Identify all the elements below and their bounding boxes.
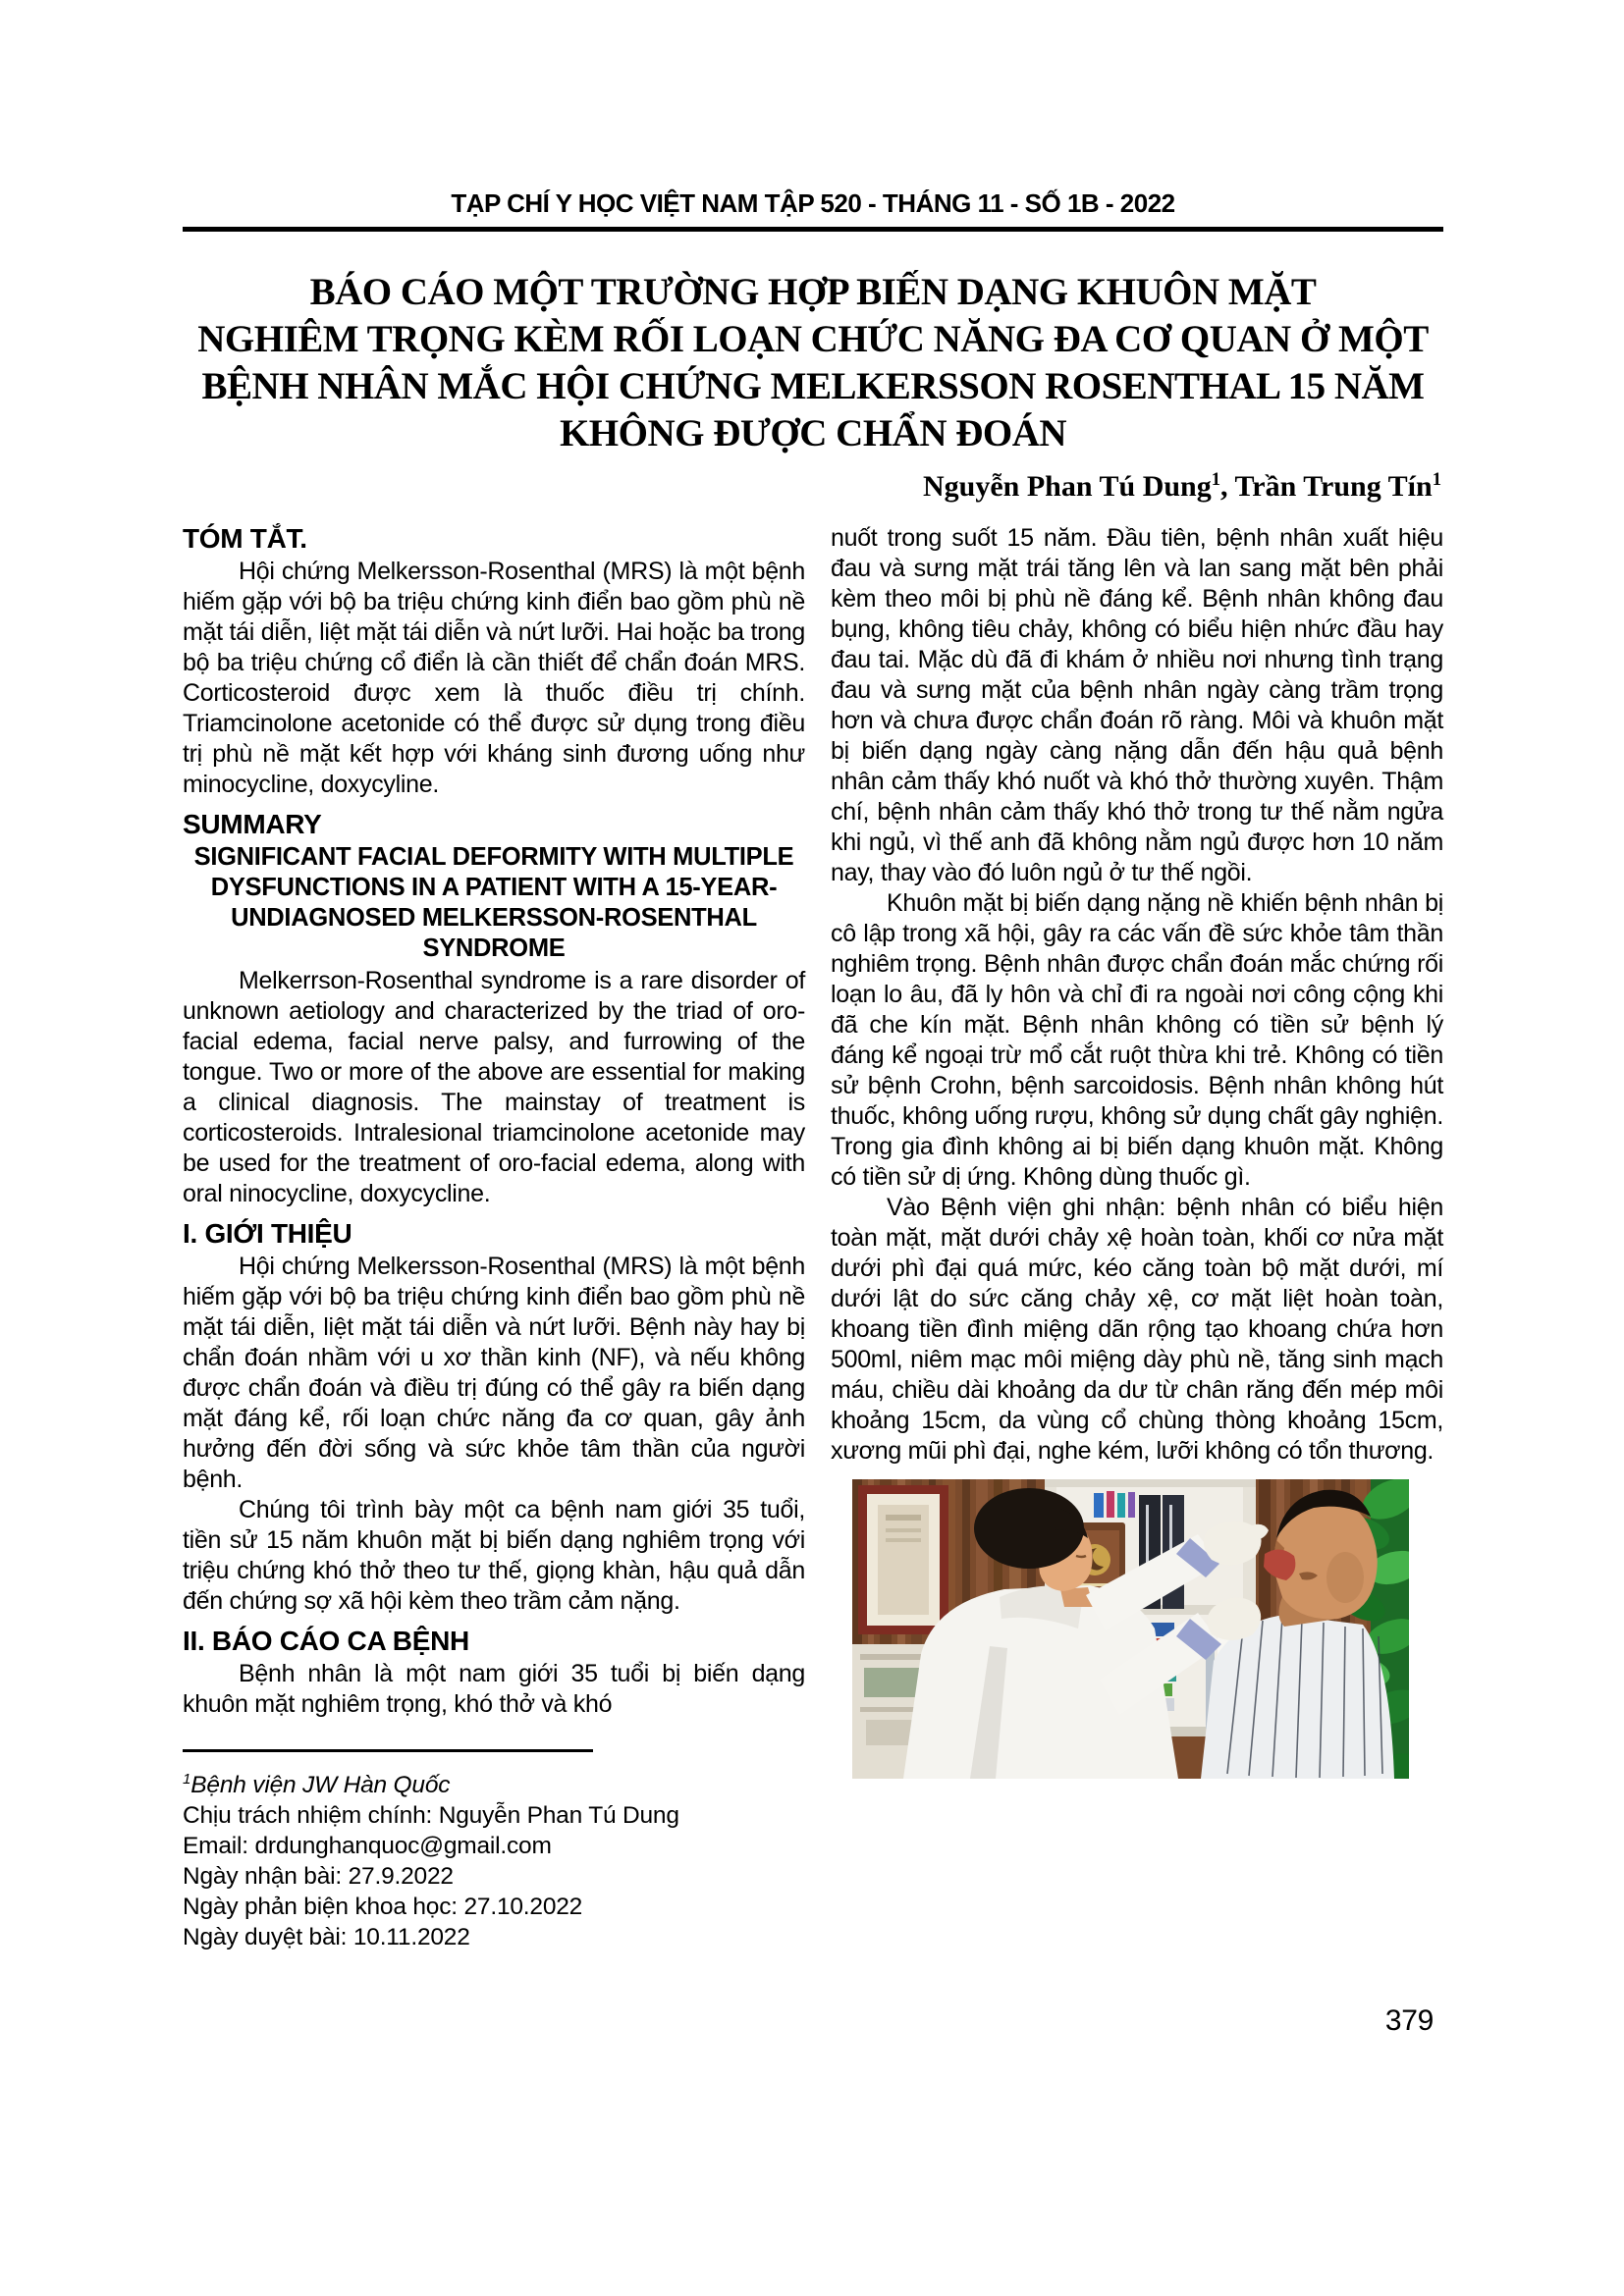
page-content (183, 0, 1443, 1952)
footnote-block (183, 1764, 805, 1952)
summary-subtitle: SIGNIFICANT FACIAL DEFORMITY WITH MULTIPLE DYSFUNCTIONS IN A PATIENT WITH A 15-YEAR-UNDIAGNOSED MELKERSSON-ROSENTHAL SYNDROME (193, 843, 794, 962)
title-line-2: NGHIÊM TRỌNG KÈM RỐI LOẠN CHỨC NĂNG ĐA CƠ QUAN Ở MỘT (197, 318, 1429, 360)
section-heading-summary: SUMMARY (183, 809, 322, 839)
journal-header: TẠP CHÍ Y HỌC VIỆT NAM TẬP 520 - THÁNG 11 - SỐ 1B - 2022 (451, 188, 1175, 218)
section-heading-bao-cao: II. BÁO CÁO CA BỆNH (183, 1626, 469, 1656)
clinical-photo (852, 1479, 1409, 1779)
footnote-reviewed-date: Ngày phản biện khoa học: 27.10.2022 (183, 1894, 583, 1921)
footnote-accepted-date: Ngày duyệt bài: 10.11.2022 (183, 1924, 470, 1951)
case-paragraph-3: Vào Bệnh viện ghi nhận: bệnh nhân có biểu hiện toàn mặt, mặt dưới chảy xệ hoàn toàn, khối cơ nửa mặt dưới phì đại quá mức, kéo căng toàn bộ mặt dưới, mí dưới lật do sức căng chảy xệ, cơ mặt liệt hoàn toàn, khoang tiền đình miệng dãn rộng tạo khoang chứa hơn 500ml, niêm mạc môi miệng dày phù nề, tăng sinh mạch máu, chiều dài khoảng da dư từ chân răng đến mép môi khoảng 15cm, da vùng cổ chùng thòng khoảng 15cm, xương mũi phì đại, nghe kém, lưỡi không có tổn thương. (831, 1194, 1443, 1465)
authors-line (183, 469, 1443, 504)
case-paragraph-2: Khuôn mặt bị biến dạng nặng nề khiến bệnh nhân bị cô lập trong xã hội, gây ra các vấn đề sức khỏe tâm thần nghiêm trọng. Bệnh nhân được chẩn đoán mắc chứng rối loạn lo âu, đã ly hôn và chỉ đi ra ngoài nơi công cộng khi đã che kín mặt. Bệnh nhân không có tiền sử bệnh lý đáng kể ngoại trừ mổ cắt ruột thừa khi trẻ. Không có tiền sử bệnh Crohn, bệnh sarcoidosis. Bệnh nhân không hút thuốc, không uống rượu, không sử dụng chất gây nghiện. Trong gia đình không ai bị biến dạng khuôn mặt. Không có tiền sử dị ứng. Không dùng thuốc gì. (831, 889, 1443, 1191)
title-line-1: BÁO CÁO MỘT TRƯỜNG HỢP BIẾN DẠNG KHUÔN MẶT (309, 271, 1317, 313)
footnote-separator (183, 1749, 593, 1752)
authors-separator: , (1220, 470, 1235, 503)
author-2: Trần Trung Tín (1234, 470, 1433, 503)
affiliation-mark: 1 (183, 1771, 191, 1788)
affiliation-text: Bệnh viện JW Hàn Quốc (190, 1772, 451, 1799)
case-paragraph-1: nuốt trong suốt 15 năm. Đầu tiên, bệnh nhân xuất hiệu đau và sưng mặt trái tăng lên và lan sang mặt bên phải kèm theo môi bị phù nề đáng kể. Bệnh nhân không đau bụng, không tiêu chảy, không có biểu hiện nhức đầu hay đau tai. Mặc dù đã đi khám ở nhiều nơi nhưng tình trạng đau và sưng mặt của bệnh nhân ngày càng trầm trọng hơn và chưa được chẩn đoán rõ ràng. Môi và khuôn mặt bị biến dạng ngày càng nặng dẫn đến hậu quả bệnh nhân cảm thấy khó nuốt và khó thở thường xuyên. Thậm chí, bệnh nhân cảm thấy khó thở trong tư thế nằm ngửa khi ngủ, vì thế anh đã không nằm ngủ được hơn 10 năm nay, thay vào đó luôn ngủ ở tư thế ngồi. (831, 524, 1443, 886)
footnote-received-date: Ngày nhận bài: 27.9.2022 (183, 1863, 454, 1891)
footnote-affiliation (183, 1764, 805, 1800)
gioi-thieu-paragraph-2: Chúng tôi trình bày một ca bệnh nam giới 35 tuổi, tiền sử 15 năm khuôn mặt bị biến dạng nghiêm trọng với triệu chứng khó thở theo tư thế, giọng khàn, hậu quả dẫn đến chứng sợ xã hội kèm theo trầm cảm nặng. (183, 1496, 805, 1615)
author-2-affiliation-mark: 1 (1432, 469, 1441, 490)
tom-tat-paragraph: Hội chứng Melkersson-Rosenthal (MRS) là một bệnh hiếm gặp với bộ ba triệu chứng kinh điển bao gồm phù nề mặt tái diễn, liệt mặt tái diễn và nứt lưỡi. Hai hoặc ba trong bộ ba triệu chứng cổ điển là cần thiết để chẩn đoán MRS. Corticosteroid được xem là thuốc điều trị chính. Triamcinolone acetonide có thể được sử dụng trong điều trị phù nề mặt kết hợp với kháng sinh đương uống như minocycline, doxycyline. (183, 558, 805, 798)
footnote-responsible: Chịu trách nhiệm chính: Nguyễn Phan Tú Dung (183, 1802, 679, 1830)
page-number: 379 (1384, 2004, 1434, 2037)
right-column (831, 523, 1443, 1952)
article-title (183, 269, 1443, 457)
author-1: Nguyễn Phan Tú Dung (923, 470, 1212, 503)
bao-cao-paragraph: Bệnh nhân là một nam giới 35 tuổi bị biến dạng khuôn mặt nghiêm trọng, khó thở và khó (183, 1660, 805, 1718)
title-line-4: KHÔNG ĐƯỢC CHẨN ĐOÁN (559, 412, 1067, 454)
picture-frame (858, 1485, 948, 1634)
footnote-email: Email: drdunghanquoc@gmail.com (183, 1833, 552, 1860)
title-line-3: BỆNH NHÂN MẮC HỘI CHỨNG MELKERSSON ROSENTHAL 15 NĂM (201, 365, 1425, 407)
section-heading-gioi-thieu: I. GIỚI THIỆU (183, 1218, 352, 1249)
author-1-affiliation-mark: 1 (1211, 469, 1221, 490)
header-rule (183, 227, 1443, 232)
two-column-body (183, 523, 1443, 1952)
gioi-thieu-paragraph-1: Hội chứng Melkersson-Rosenthal (MRS) là một bệnh hiếm gặp với bộ ba triệu chứng kinh điển bao gồm phù nề mặt tái diễn, liệt mặt tái diễn và nứt lưỡi. Bệnh này hay bị chẩn đoán nhầm với u xơ thần kinh (NF), và nếu không được chẩn đoán và điều trị đúng có thể gây ra biến dạng mặt đáng kể, rối loạn chức năng đa cơ quan, gây ảnh hưởng đến đời sống và sức khỏe tâm thần của người bệnh. (183, 1253, 805, 1493)
left-column (183, 523, 805, 1952)
summary-paragraph: Melkerrson-Rosenthal syndrome is a rare disorder of unknown aetiology and characterized by the triad of oro-facial edema, facial nerve palsy, and furrowing of the tongue. Two or more of the above are essential for making a clinical diagnosis. The mainstay of treatment is corticosteroids. Intralesional triamcinolone acetonide may be used for the treatment of oro-facial edema, along with oral ninocycline, doxycycline. (183, 967, 805, 1207)
section-heading-tom-tat: TÓM TẮT. (183, 523, 307, 554)
